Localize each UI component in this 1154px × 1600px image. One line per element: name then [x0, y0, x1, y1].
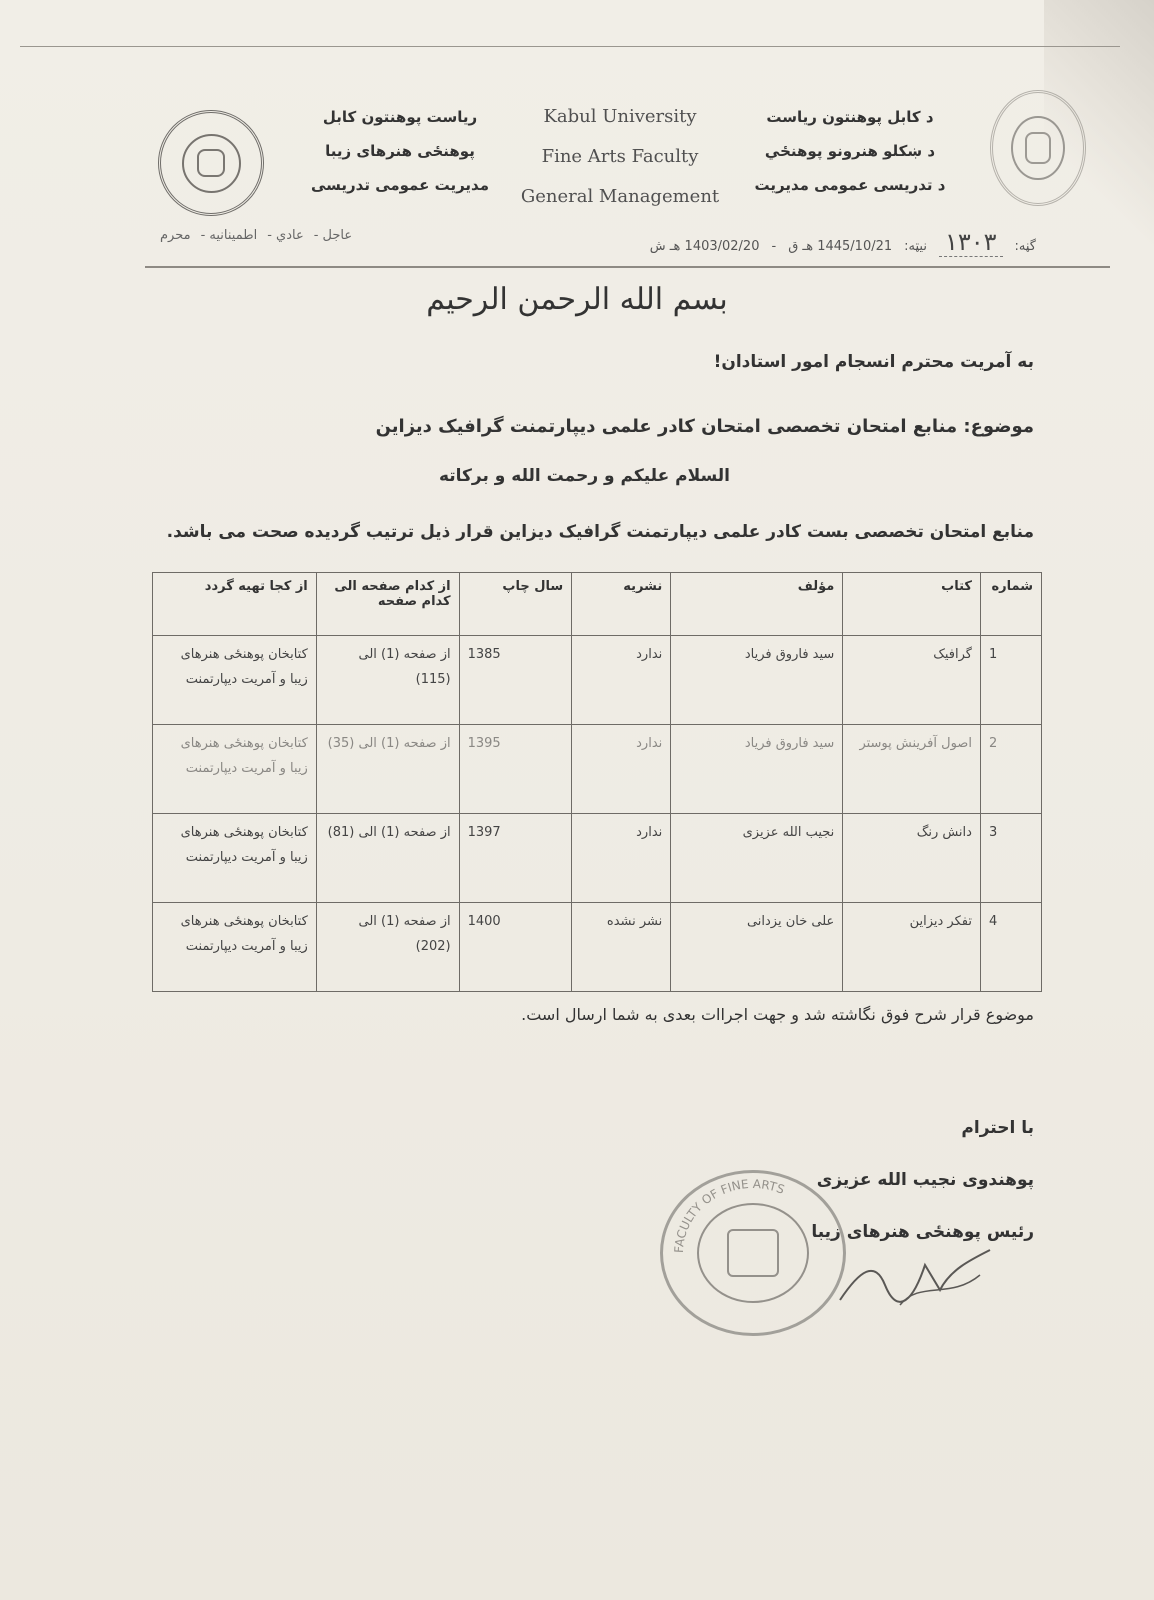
table-header-row: شماره کتاب مؤلف نشریه سال چاپ از کدام صفحه الی کدام صفحه از کجا تهیه گردد: [153, 573, 1042, 636]
date-hijri-qamari: 1445/10/21 هـ ق: [788, 239, 893, 254]
header-dari: ریاست پوهنتون کابل پوهنځی هنرهای زیبا مدیریت عمومی تدریسی: [310, 108, 490, 194]
number-label: گڼه:: [1014, 239, 1036, 254]
date-label: نیټه:: [904, 239, 927, 254]
header-pashto: د کابل پوهنتون ریاست د ښکلو هنرونو پوهنځي د تدریسی عمومی مدیریت: [754, 108, 946, 194]
signer-title: رئیس پوهنځی هنرهای زیبا: [811, 1222, 1034, 1242]
signer-name: پوهندوی نجیب الله عزیزی: [816, 1170, 1034, 1190]
bismillah: بسم الله الرحمن الرحیم: [426, 282, 728, 317]
university-seal-right: [990, 90, 1086, 206]
closing-text: موضوع قرار شرح فوق نگاشته شد و جهت اجراات بعدی به شما ارسال است.: [521, 1005, 1034, 1024]
addressee: به آمریت محترم انسجام امور استادان!: [713, 352, 1034, 372]
official-stamp: [660, 1170, 846, 1336]
table-row: 2 اصول آفرینش پوستر سید فاروق فریاد ندارد 1395 از صفحه (1) الی (35) کتابخان پوهنځی هنرهای زیبا و آمریت دیپارتمنت: [153, 725, 1042, 814]
header-english: Kabul University Fine Arts Faculty General Management: [520, 106, 720, 207]
university-seal-left: [158, 110, 264, 216]
subject-line: موضوع: منابع امتحان تخصصی امتحان کادر علمی دیپارتمنت گرافیک دیزاین: [375, 416, 1034, 437]
table-row: 4 تفکر دیزاین علی خان یزدانی نشر نشده 1400 از صفحه (1) الی (202) کتابخان پوهنځی هنرهای زیبا و آمریت دیپارتمنت: [153, 903, 1042, 992]
exam-sources-table: [152, 572, 1042, 992]
date-hijri-shamsi: 1403/02/20 هـ ش: [649, 239, 760, 254]
table-row: 3 دانش رنگ نجیب الله عزیزی ندارد 1397 از صفحه (1) الی (81) کتابخان پوهنځی هنرهای زیبا و آمریت دیپارتمنت: [153, 814, 1042, 903]
intro-text: منابع امتحان تخصصی بست کادر علمی دیپارتمنت گرافیک دیزاین قرار ذیل ترتیب گردیده صحت می باشد.: [166, 522, 1034, 542]
priority-options: عاجل - عادي - اطمینانیه - محرم: [160, 228, 353, 243]
document-number: ۱۳۰۳: [939, 228, 1003, 257]
top-edge-line: [20, 46, 1120, 47]
svg-text:FACULTY OF FINE ARTS: FACULTY OF FINE ARTS: [671, 1176, 787, 1254]
table-row: 1 گرافیک سید فاروق فریاد ندارد 1385 از صفحه (1) الی (115) کتابخان پوهنځی هنرهای زیبا و آمریت دیپارتمنت: [153, 636, 1042, 725]
stamp-text-ring: [663, 1173, 843, 1333]
greeting: السلام علیکم و رحمت الله و برکاته: [438, 466, 731, 486]
document-number-date: گڼه: ۱۳۰۳ نیټه: 1445/10/21 هـ ق - 1403/02/20 هـ ش: [649, 228, 1036, 256]
respect-line: با احترام: [961, 1118, 1034, 1138]
signature-mark: [830, 1230, 1000, 1320]
header-divider: [145, 266, 1110, 268]
